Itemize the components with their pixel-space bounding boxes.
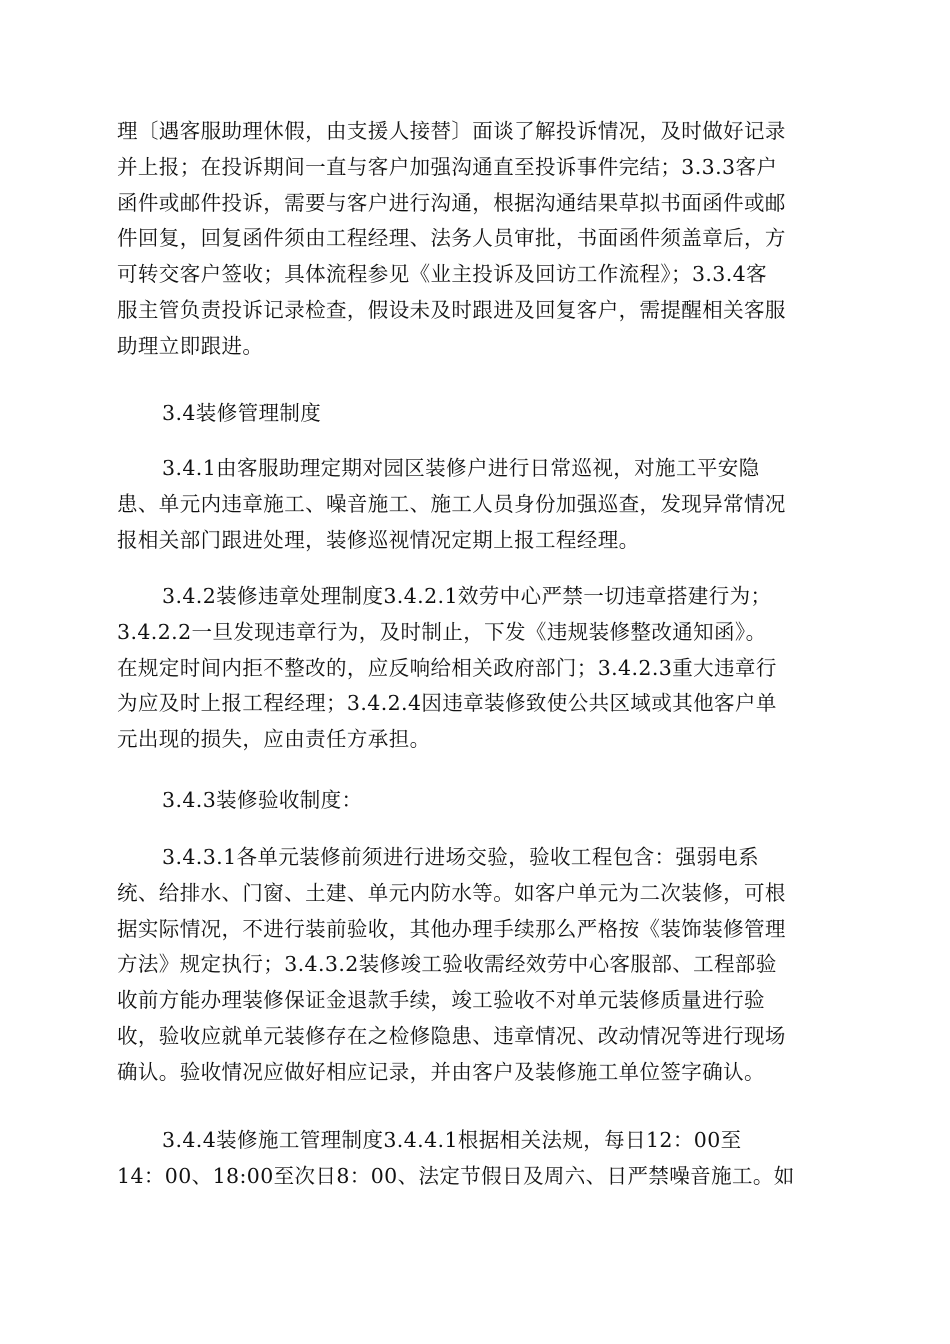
section-heading-text: 3.4装修管理制度	[162, 401, 322, 425]
text-line: 元出现的损失，应由责任方承担。	[117, 727, 431, 752]
text-line: 3.4.2.2一旦发现违章行为，及时制止，下发《违规装修整改通知函》。	[117, 619, 767, 644]
text-line: 3.4.2装修违章处理制度3.4.2.1效劳中心严禁一切违章搭建行为；	[162, 584, 772, 608]
text-line: 3.4.4装修施工管理制度3.4.4.1根据相关法规，每日12：00至	[162, 1128, 742, 1152]
text-line: 收，验收应就单元装修存在之检修隐患、违章情况、改动情况等进行现场	[117, 1023, 786, 1048]
paragraph-3-4-3-1	[117, 840, 833, 1091]
text-line: 收前方能办理装修保证金退款手续，竣工验收不对单元装修质量进行验	[117, 988, 765, 1013]
section-heading-3-4	[117, 396, 833, 432]
text-line: 确认。验收情况应做好相应记录，并由客户及装修施工单位签字确认。	[117, 1059, 765, 1084]
text-line: 件回复，回复函件须由工程经理、法务人员审批，书面函件须盖章后，方	[117, 226, 786, 251]
text-line: 助理立即跟进。	[117, 333, 264, 358]
text-line: 可转交客户签收；具体流程参见《业主投诉及回访工作流程》；3.3.4客	[117, 262, 768, 287]
text-line: 理〔遇客服助理休假，由支援人接替〕面谈了解投诉情况，及时做好记录	[117, 119, 786, 143]
text-line: 并上报；在投诉期间一直与客户加强沟通直至投诉事件完结；3.3.3客户	[117, 154, 778, 179]
paragraph-complaint-handling-continued	[117, 114, 833, 365]
text-line: 报相关部门跟进处理，装修巡视情况定期上报工程经理。	[117, 527, 640, 552]
paragraph-3-4-4	[117, 1123, 833, 1195]
text-line: 函件或邮件投诉，需要与客户进行沟通，根据沟通结果草拟书面函件或邮	[117, 190, 786, 215]
text-line: 统、给排水、门窗、土建、单元内防水等。如客户单元为二次装修，可根	[117, 880, 786, 905]
text-line: 为应及时上报工程经理；3.4.2.4因违章装修致使公共区域或其他客户单	[117, 691, 777, 716]
text-line: 14：00、18:00至次日8：00、法定节假日及周六、日严禁噪音施工。如	[117, 1163, 795, 1188]
text-line: 3.4.1由客服助理定期对园区装修户进行日常巡视，对施工平安隐	[162, 456, 760, 480]
text-line: 据实际情况，不进行装前验收，其他办理手续那么严格按《装饰装修管理	[117, 916, 786, 941]
text-line: 3.4.3.1各单元装修前须进行进场交验，验收工程包含：强弱电系	[162, 845, 760, 869]
text-line: 在规定时间内拒不整改的，应反响给相关政府部门；3.4.2.3重大违章行	[117, 655, 777, 680]
text-line: 服主管负责投诉记录检查，假设未及时跟进及回复客户，需提醒相关客服	[117, 297, 786, 322]
paragraph-3-4-1	[117, 451, 833, 558]
text-line: 方法》规定执行；3.4.3.2装修竣工验收需经效劳中心客服部、工程部验	[117, 952, 777, 977]
text-line: 患、单元内违章施工、噪音施工、施工人员身份加强巡查，发现异常情况	[117, 491, 786, 516]
subsection-heading-text: 3.4.3装修验收制度：	[162, 788, 363, 812]
paragraph-3-4-2	[117, 579, 833, 758]
paragraph-3-4-3-heading	[117, 783, 833, 819]
